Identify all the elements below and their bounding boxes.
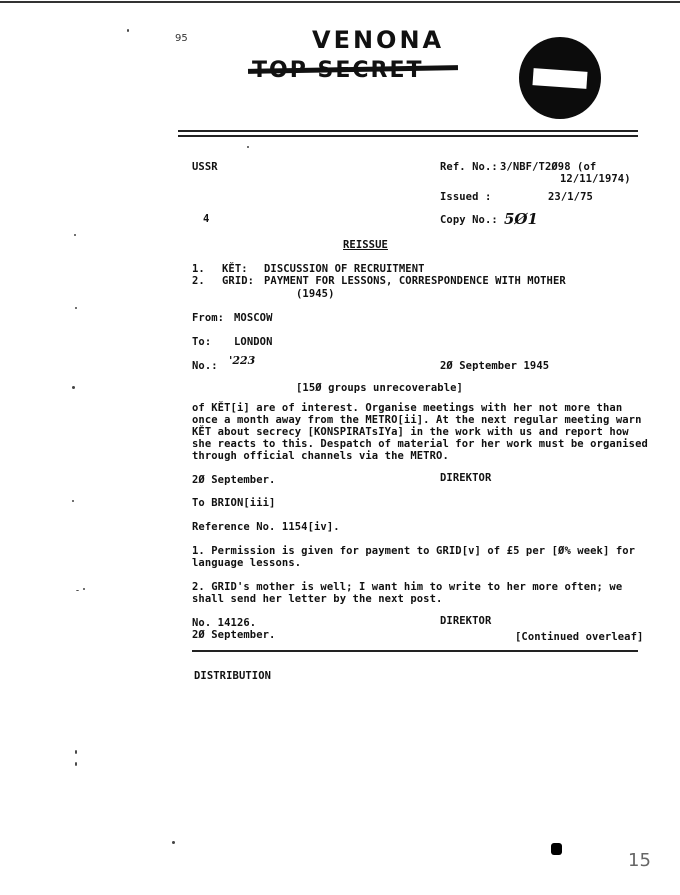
handwritten-page-number: 15 [628,850,651,871]
distribution-heading: DISTRIBUTION [194,670,272,682]
country: USSR [192,161,218,173]
no-entry-sign-icon [519,37,601,119]
message2-recipient: To BRION[iii] [192,497,276,509]
message1-sender: DIREKTOR [440,472,492,484]
message1-line-2: once a month away from the METRO[ii]. At the next regular meeting warn [192,414,642,426]
message2-number: No. 14126. [192,617,257,629]
message1-line-4: she reacts to this. Despatch of material for her work must be organised [192,438,648,450]
scan-speck [74,234,76,236]
issued-value: 23/1/75 [548,191,593,203]
from-label: From: [192,312,225,324]
subject-1-number: 1. [192,263,205,275]
subject-2-number: 2. [192,275,205,287]
subject-1-text: DISCUSSION OF RECRUITMENT [264,263,425,275]
venona-stamp: VENONA [312,26,445,54]
scan-speck [247,146,249,148]
message2-para2-line-1: 2. GRID's mother is well; I want him to write to her more often; we [192,581,623,593]
message2-para1-line-2: language lessons. [192,557,302,569]
header-rule-top [178,130,638,132]
scan-speck [127,29,129,32]
message2-sender: DIREKTOR [440,615,492,627]
message2-date: 2Ø September. [192,629,276,641]
message1-line-5: through official channels via the METRO. [192,450,449,462]
subject-year: (1945) [296,288,335,300]
scan-speck [75,307,77,309]
subject-2-code: GRID: [222,275,255,287]
subject-2-text: PAYMENT FOR LESSONS, CORRESPONDENCE WITH MOTHER [264,275,566,287]
page-number: 95 [175,33,188,44]
handwritten-mark: 4 [203,213,210,225]
scan-speck [75,750,77,754]
scan-speck [75,762,77,766]
footer-rule [192,650,638,652]
message-number: '223 [229,354,256,367]
ref-date: 12/11/1974) [560,173,631,185]
message2-para1-line-1: 1. Permission is given for payment to GRID[v] of £5 per [Ø% week] for [192,545,636,557]
from-value: MOSCOW [234,312,273,324]
to-value: LONDON [234,336,273,348]
copy-label: Copy No.: [440,214,498,226]
ref-value: 3/NBF/T2Ø98 (of [500,161,597,173]
scan-speck [172,841,175,844]
header-rule-bottom [178,135,638,137]
scan-speck [83,588,85,590]
no-label: No.: [192,360,218,372]
unrecoverable-note: [15Ø groups unrecoverable] [296,382,463,394]
message2-para2-line-2: shall send her letter by the next post. [192,593,443,605]
continued-overleaf: [Continued overleaf] [515,631,644,643]
message2-reference: Reference No. 1154[iv]. [192,521,340,533]
message1-date: 2Ø September. [192,474,276,486]
document-title: REISSUE [343,239,388,251]
subject-1-code: KĔT: [222,263,248,275]
scan-speck [76,590,79,591]
issued-label: Issued : [440,191,492,203]
top-edge-line [0,1,680,3]
scan-speck [72,500,74,502]
ink-blot [551,843,562,855]
message-date: 2Ø September 1945 [440,360,550,372]
copy-number: 5Ø1 [504,210,538,228]
ref-label: Ref. No.: [440,161,498,173]
message1-line-1: of KĔT[i] are of interest. Organise meetings with her not more than [192,402,623,414]
to-label: To: [192,336,212,348]
scan-speck [72,386,75,389]
message1-line-3: KĔT about secrecy [KONSPIRATsIYa] in the work with us and report how [192,426,629,438]
